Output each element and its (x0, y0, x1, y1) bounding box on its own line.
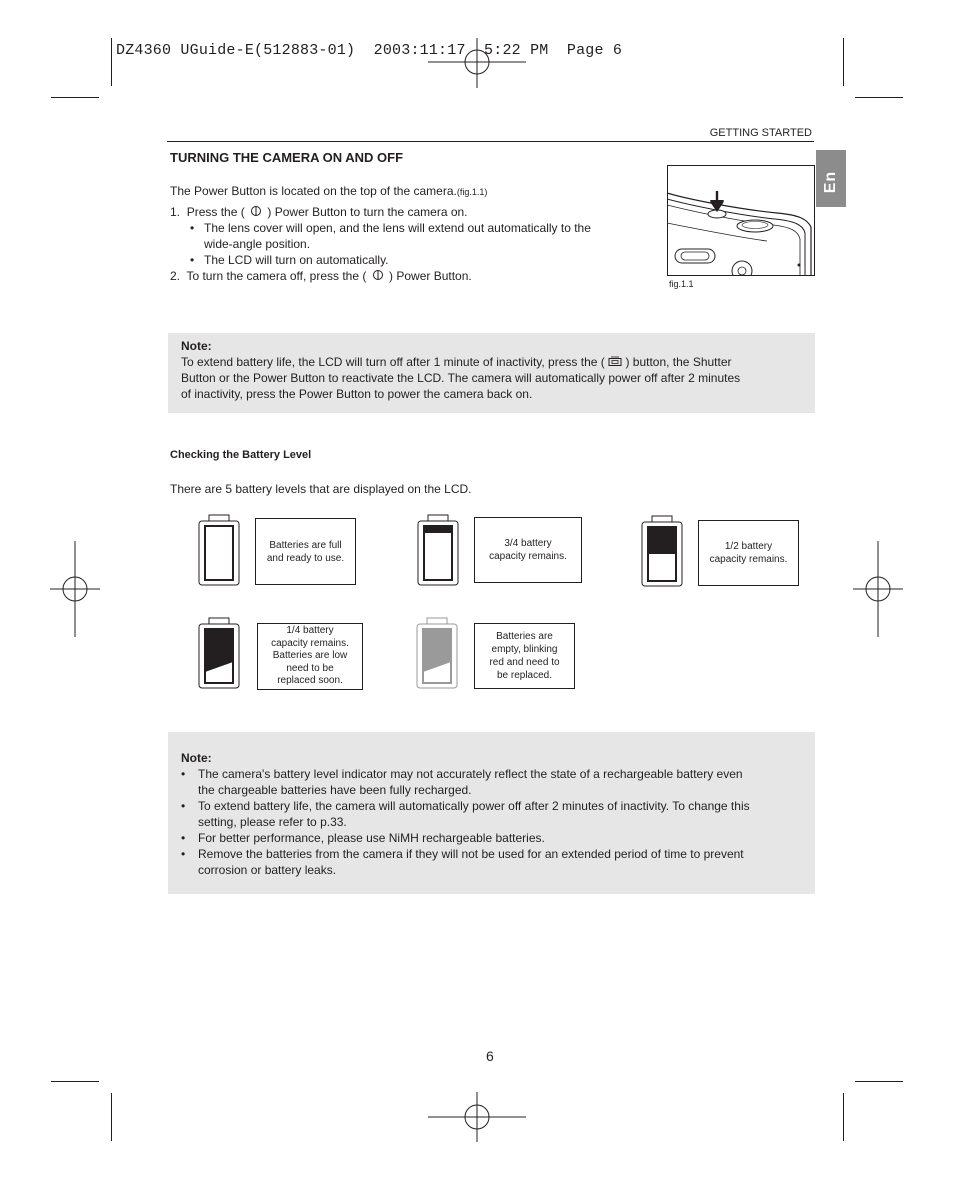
lcd-button-icon (608, 356, 622, 367)
step-1-number: 1. (170, 205, 181, 219)
note-line-2: Button or the Power Button to reactivate the LCD. The camera will automatically power off after 2 minutes (181, 371, 741, 385)
header-rule (167, 141, 814, 142)
power-icon (248, 205, 264, 217)
step-1-text-b: ) Power Button to turn the camera on. (267, 205, 468, 219)
step-2-text-b: ) Power Button. (389, 269, 472, 283)
caption-line: capacity remains. (709, 554, 788, 565)
battery-three-quarter-caption (474, 517, 582, 583)
figure-caption: fig.1.1 (669, 279, 694, 289)
step-2 (170, 268, 472, 284)
step-1-text-a: Press the ( (186, 205, 245, 219)
bullet-lens-cover-cont: wide-angle position. (204, 237, 311, 251)
step-2-text-a: To turn the camera off, press the ( (186, 269, 367, 283)
step-1 (170, 204, 468, 220)
battery-three-quarter-icon (417, 514, 459, 586)
note-bullet: • Remove the batteries from the camera if they will not be used for an extended period of time to prevent (181, 847, 744, 861)
note-bullet-text: The camera's battery level indicator may not accurately reflect the state of a rechargeable battery even (198, 767, 743, 781)
note-bullet-cont: corrosion or battery leaks. (198, 863, 337, 877)
camera-top-illustration (667, 165, 815, 276)
battery-half-caption (698, 520, 799, 586)
note-bullet-text: Remove the batteries from the camera if they will not be used for an extended period of time to prevent (198, 847, 744, 861)
caption-line: be replaced. (496, 670, 553, 681)
caption-line: 1/2 battery (724, 541, 773, 552)
caption-line: need to be (286, 662, 334, 674)
section-heading: TURNING THE CAMERA ON AND OFF (170, 150, 404, 165)
intro-sentence: The Power Button is located on the top of the camera. (170, 184, 457, 198)
note-line-3: of inactivity, press the Power Button to power the camera back on. (181, 387, 533, 401)
intro-fig-ref: (fig.1.1) (456, 187, 488, 197)
battery-empty-caption (474, 623, 575, 689)
language-tab-label: En (822, 170, 839, 194)
battery-quarter-caption (257, 623, 363, 690)
note-lcd-box (168, 333, 815, 413)
caption-line: empty, blinking (491, 644, 558, 655)
caption-line: Batteries are full (269, 539, 342, 551)
note-title: Note: (181, 751, 212, 765)
note-bullet: • The camera's battery level indicator may not accurately reflect the state of a rechargeable battery even (181, 767, 743, 781)
registration-mark-right (853, 541, 903, 637)
battery-half-icon (641, 515, 683, 587)
battery-full-caption (255, 518, 356, 585)
caption-line: capacity remains. (271, 637, 349, 649)
power-icon (370, 269, 386, 281)
language-tab (816, 150, 846, 207)
print-header: DZ4360 UGuide-E(512883-01) 2003:11:17 5:22 PM Page 6 (116, 42, 623, 59)
bullet-lcd-on: • The LCD will turn on automatically. (190, 253, 389, 267)
note-bullet-text: For better performance, please use NiMH rechargeable batteries. (198, 831, 545, 845)
registration-mark-left (50, 541, 100, 637)
caption-line: capacity remains. (489, 551, 567, 562)
caption-line: 1/4 battery (286, 625, 334, 637)
battery-full-icon (198, 514, 240, 586)
note-bullet: • For better performance, please use NiMH rechargeable batteries. (181, 831, 545, 845)
bullet-lens-cover: • The lens cover will open, and the lens will extend out automatically to the (190, 221, 591, 235)
intro-text (170, 183, 487, 200)
caption-line: replaced soon. (277, 675, 343, 687)
note-line-1a: To extend battery life, the LCD will turn off after 1 minute of inactivity, press the ( (181, 355, 605, 369)
bullet-lcd-on-text: The LCD will turn on automatically. (204, 253, 389, 267)
note-battery-box (168, 732, 815, 894)
page-number: 6 (486, 1048, 494, 1064)
note-bullet-cont: setting, please refer to p.33. (198, 815, 347, 829)
battery-empty-icon (416, 617, 458, 689)
battery-quarter-icon (198, 617, 240, 689)
caption-line: red and need to (489, 657, 560, 668)
note-title: Note: (181, 339, 212, 353)
note-line-1b: ) button, the Shutter (625, 355, 732, 369)
registration-mark-bottom (428, 1092, 526, 1142)
caption-line: Batteries are (496, 631, 553, 642)
battery-heading: Checking the Battery Level (170, 449, 312, 461)
section-label: GETTING STARTED (709, 127, 812, 139)
note-bullet: • To extend battery life, the camera will automatically power off after 2 minutes of inactivity. To change this (181, 799, 750, 813)
battery-intro: There are 5 battery levels that are displayed on the LCD. (170, 482, 472, 496)
caption-line: Batteries are low (272, 650, 348, 662)
note-bullet-cont: the chargeable batteries have been fully recharged. (198, 783, 472, 797)
note-line-1 (181, 354, 732, 370)
caption-line: 3/4 battery (504, 538, 552, 549)
caption-line: and ready to use. (266, 552, 345, 564)
bullet-lens-cover-text: The lens cover will open, and the lens will extend out automatically to the (204, 221, 591, 235)
step-2-number: 2. (170, 269, 181, 283)
note-bullet-text: To extend battery life, the camera will automatically power off after 2 minutes of inactivity. To change this (198, 799, 750, 813)
